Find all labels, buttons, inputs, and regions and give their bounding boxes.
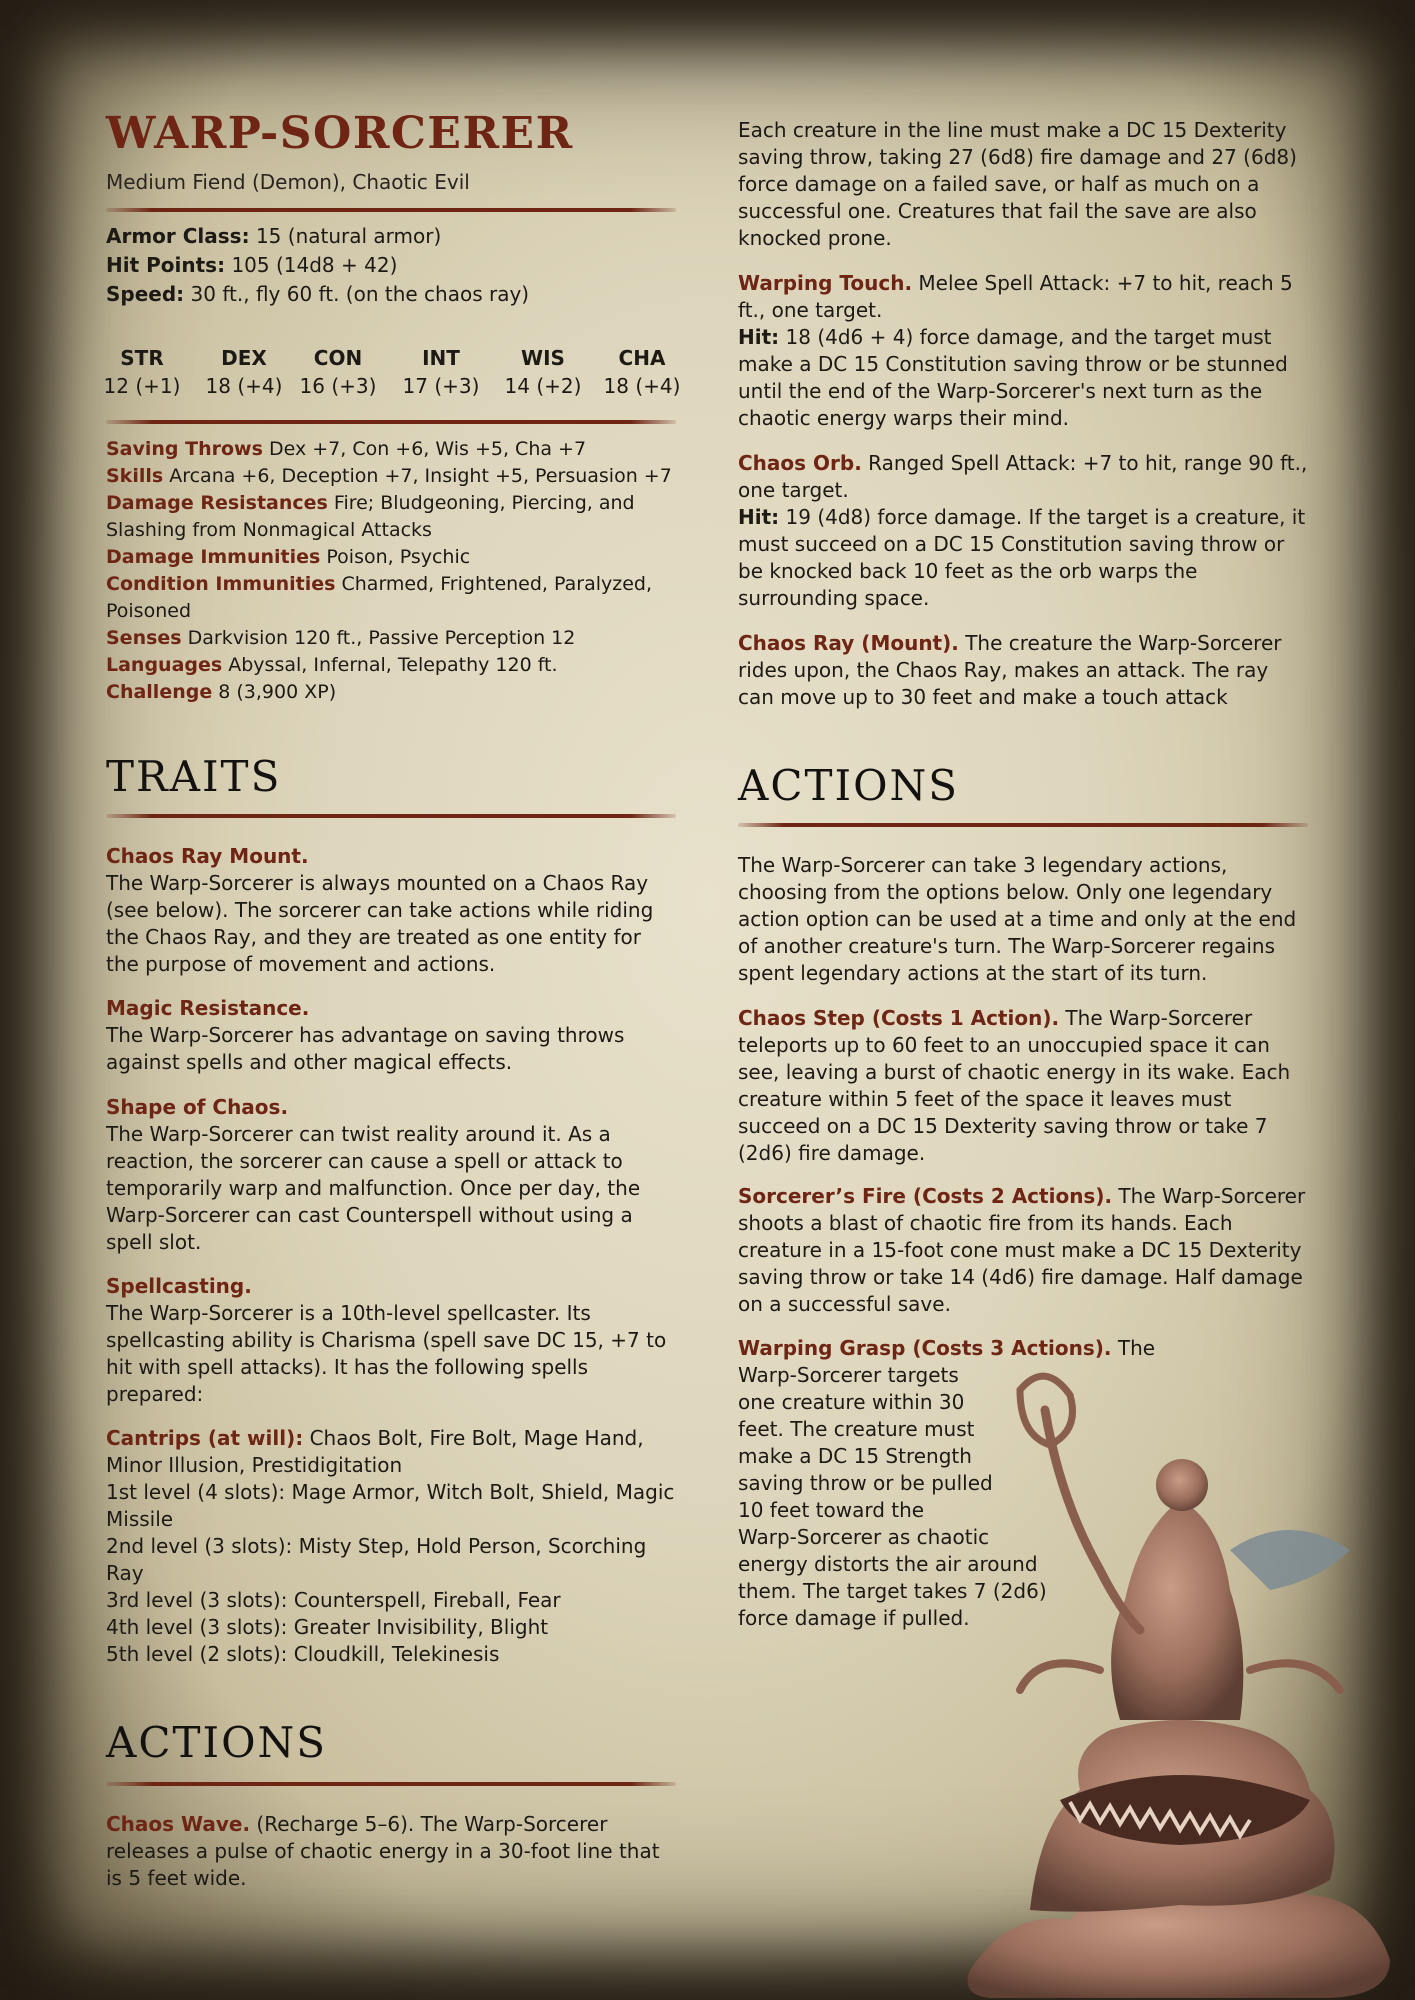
text-line: Warp-Sorcerer targets xyxy=(738,1363,959,1387)
actions-heading: ACTIONS xyxy=(106,1718,328,1767)
spell-cantrips-label: Cantrips (at will): xyxy=(106,1426,304,1450)
legendary-intro xyxy=(738,852,1308,987)
property-key: Skills xyxy=(106,465,164,487)
property-value: Darkvision 120 ft., Passive Perception 12 xyxy=(181,627,576,649)
trait-name: Spellcasting. xyxy=(106,1274,252,1298)
ability-label: CHA xyxy=(618,346,666,370)
trait-text: The Warp-Sorcerer is always mounted on a Chaos Ray (see below). The sorcerer can take actions while riding the Chaos Ray, and they are treated as one entity for the purpose of movement and actions. xyxy=(106,871,654,976)
property-skills xyxy=(106,463,676,490)
property-damage-resistances xyxy=(106,490,676,544)
property-key: Damage Resistances xyxy=(106,492,328,514)
hit-points-line xyxy=(106,251,397,280)
ability-int xyxy=(391,344,491,400)
spell-level-2: 2nd level (3 slots): Misty Step, Hold Person, Scorching Ray xyxy=(106,1534,647,1585)
ability-label: WIS xyxy=(521,346,565,370)
ability-con xyxy=(288,344,388,400)
property-value: Fire; Bludgeoning, Piercing, and Slashing from Nonmagical Attacks xyxy=(106,492,635,541)
spell-level-3: 3rd level (3 slots): Counterspell, Fireball, Fear xyxy=(106,1588,561,1612)
speed-label: Speed: xyxy=(106,282,185,306)
action-name: Chaos Step (Costs 1 Action). xyxy=(738,1006,1060,1030)
miniature-illustration xyxy=(950,1350,1410,2000)
ability-label: STR xyxy=(120,346,164,370)
hit-text: 18 (4d6 + 4) force damage, and the target must make a DC 15 Constitution saving throw or be stunned until the end of the Warp-Sorcerer's next turn as the chaotic energy warps their mind. xyxy=(738,325,1288,430)
text-line: force damage if pulled. xyxy=(738,1606,970,1630)
action-text: Ranged Spell Attack: +7 to hit, range 90 ft., one target. xyxy=(738,451,1308,502)
property-key: Challenge xyxy=(106,681,213,703)
hit-text: 19 (4d8) force damage. If the target is a creature, it must succeed on a DC 15 Constitution saving throw or be knocked back 10 feet as the orb warps the surrounding space. xyxy=(738,505,1306,610)
action-warping-touch xyxy=(738,270,1308,432)
trait-spellcasting xyxy=(106,1273,676,1408)
spell-level-5: 5th level (2 slots): Cloudkill, Telekinesis xyxy=(106,1642,500,1666)
hit-points-value: 105 (14d8 + 42) xyxy=(231,253,398,277)
action-name: Chaos Wave. xyxy=(106,1812,251,1836)
ability-value: 17 (+3) xyxy=(402,374,480,398)
action-chaos-orb xyxy=(738,450,1308,612)
ability-str xyxy=(92,344,192,400)
property-languages xyxy=(106,652,676,679)
spell-list xyxy=(106,1425,676,1668)
trait-magic-resistance xyxy=(106,995,676,1076)
spell-level-4: 4th level (3 slots): Greater Invisibility, Blight xyxy=(106,1615,549,1639)
legendary-sorcerers-fire xyxy=(738,1183,1308,1318)
spell-cantrips xyxy=(106,1425,676,1479)
hit-label: Hit: xyxy=(738,325,780,349)
wing-shape xyxy=(1230,1530,1350,1590)
ability-value: 12 (+1) xyxy=(103,374,181,398)
monster-type-line: Medium Fiend (Demon), Chaotic Evil xyxy=(106,170,470,194)
action-text: The Warp-Sorcerer shoots a blast of chaotic fire from its hands. Each creature in a 15-foot cone must make a DC 15 Dexterity saving throw or take 14 (4d6) fire damage. Half damage on a successful save. xyxy=(738,1184,1306,1316)
property-key: Senses xyxy=(106,627,182,649)
property-condition-immunities xyxy=(106,571,676,625)
divider-rule xyxy=(106,420,676,424)
ability-value: 14 (+2) xyxy=(504,374,582,398)
spell-cantrips-value: Chaos Bolt, Fire Bolt, Mage Hand, Minor Illusion, Prestidigitation xyxy=(106,1426,644,1477)
property-key: Saving Throws xyxy=(106,438,263,460)
text-line: them. The target takes 7 (2d6) xyxy=(738,1579,1047,1603)
property-value: Dex +7, Con +6, Wis +5, Cha +7 xyxy=(262,438,587,460)
hit-label: Hit: xyxy=(738,505,780,529)
property-value: Charmed, Frightened, Paralyzed, Poisoned xyxy=(106,573,652,622)
ability-value: 18 (+4) xyxy=(205,374,283,398)
text-line: energy distorts the air around xyxy=(738,1552,1038,1576)
property-value: Arcana +6, Deception +7, Insight +5, Persuasion +7 xyxy=(163,465,672,487)
legendary-intro-text: The Warp-Sorcerer can take 3 legendary actions, choosing from the options below. Only one legendary action option can be used at a time and only at the end of another creature's turn. The Warp-Sorcerer regains spent legendary actions at the start of its turn. xyxy=(738,853,1297,985)
action-name: Sorcerer’s Fire (Costs 2 Actions). xyxy=(738,1184,1113,1208)
property-challenge xyxy=(106,679,676,706)
trait-text: The Warp-Sorcerer can twist reality around it. As a reaction, the sorcerer can cause a spell or attack to temporarily warp and malfunction. Once per day, the Warp-Sorcerer can cast Counterspell without using a spell slot. xyxy=(106,1122,641,1254)
text-line: feet. The creature must xyxy=(738,1417,975,1441)
ability-cha xyxy=(592,344,692,400)
text-line: one creature within 30 xyxy=(738,1390,965,1414)
action-chaos-wave-continued xyxy=(738,117,1308,252)
speed-line xyxy=(106,280,529,309)
trait-text: The Warp-Sorcerer is a 10th-level spellcaster. Its spellcasting ability is Charisma (spell save DC 15, +7 to hit with spell attacks). It has the following spells prepared: xyxy=(106,1301,667,1406)
ability-label: CON xyxy=(313,346,363,370)
armor-class-label: Armor Class: xyxy=(106,224,250,248)
properties-list xyxy=(106,436,676,706)
sorcerer-body-shape xyxy=(1111,1500,1243,1720)
trait-name: Shape of Chaos. xyxy=(106,1095,289,1119)
divider-rule xyxy=(106,814,676,818)
armor-class-line xyxy=(106,222,441,251)
monster-name: WARP-SORCERER xyxy=(106,108,574,159)
trait-name: Magic Resistance. xyxy=(106,996,310,1020)
action-name: Chaos Orb. xyxy=(738,451,862,475)
property-value: Poison, Psychic xyxy=(320,546,471,568)
ability-label: DEX xyxy=(221,346,267,370)
divider-rule xyxy=(738,823,1308,827)
text-line: Warp-Sorcerer as chaotic xyxy=(738,1525,990,1549)
property-value: Abyssal, Infernal, Telepathy 120 ft. xyxy=(222,654,558,676)
ability-value: 18 (+4) xyxy=(603,374,681,398)
property-key: Condition Immunities xyxy=(106,573,336,595)
action-text: Melee Spell Attack: +7 to hit, reach 5 ft., one target. xyxy=(738,271,1293,322)
tentacle-shape xyxy=(1250,1663,1340,1690)
ability-value: 16 (+3) xyxy=(299,374,377,398)
spell-level-1: 1st level (4 slots): Mage Armor, Witch Bolt, Shield, Magic Missile xyxy=(106,1480,675,1531)
property-damage-immunities xyxy=(106,544,676,571)
trait-name: Chaos Ray Mount. xyxy=(106,844,309,868)
ability-wis xyxy=(493,344,593,400)
property-key: Damage Immunities xyxy=(106,546,321,568)
action-name: Warping Touch. xyxy=(738,271,913,295)
text-line: saving throw or be pulled xyxy=(738,1471,993,1495)
trait-chaos-ray-mount xyxy=(106,843,676,978)
action-chaos-wave xyxy=(106,1811,676,1892)
action-name: Warping Grasp (Costs 3 Actions). xyxy=(738,1336,1112,1360)
trait-shape-of-chaos xyxy=(106,1094,676,1256)
legendary-actions-heading: ACTIONS xyxy=(738,761,960,810)
ability-label: INT xyxy=(422,346,460,370)
property-saving-throws xyxy=(106,436,676,463)
text-line: 10 feet toward the xyxy=(738,1498,925,1522)
armor-class-value: 15 (natural armor) xyxy=(255,224,442,248)
divider-rule xyxy=(106,1782,676,1786)
action-text: Each creature in the line must make a DC 15 Dexterity saving throw, taking 27 (6d8) fire damage and 27 (6d8) force damage on a failed save, or half as much on a successful one. Creatures that fail the save are also knocked prone. xyxy=(738,118,1297,250)
legendary-chaos-step xyxy=(738,1005,1308,1167)
text-line: make a DC 15 Strength xyxy=(738,1444,972,1468)
property-value: 8 (3,900 XP) xyxy=(212,681,337,703)
traits-heading: TRAITS xyxy=(106,752,282,801)
action-text: The Warp-Sorcerer teleports up to 60 feet to an unoccupied space it can see, leaving a burst of chaotic energy in its wake. Each creature within 5 feet of the space it leaves must succeed on a DC 15 Dexterity saving throw or take 7 (2d6) fire damage. xyxy=(738,1006,1291,1165)
divider-rule xyxy=(106,208,676,212)
trait-text: The Warp-Sorcerer has advantage on saving throws against spells and other magical effects. xyxy=(106,1023,625,1074)
sorcerer-head-shape xyxy=(1156,1459,1208,1511)
tentacle-shape xyxy=(1020,1663,1100,1690)
action-name: Chaos Ray (Mount). xyxy=(738,631,959,655)
action-text: The creature the Warp-Sorcerer rides upon, the Chaos Ray, makes an attack. The ray can move up to 30 feet and make a touch attack xyxy=(738,631,1282,709)
action-chaos-ray-mount xyxy=(738,630,1308,711)
hit-points-label: Hit Points: xyxy=(106,253,226,277)
ability-dex xyxy=(194,344,294,400)
action-text: (Recharge 5–6). The Warp-Sorcerer releases a pulse of chaotic energy in a 30-foot line that is 5 feet wide. xyxy=(106,1812,660,1890)
action-text: The xyxy=(1111,1336,1156,1360)
property-key: Languages xyxy=(106,654,223,676)
property-senses xyxy=(106,625,676,652)
speed-value: 30 ft., fly 60 ft. (on the chaos ray) xyxy=(190,282,530,306)
